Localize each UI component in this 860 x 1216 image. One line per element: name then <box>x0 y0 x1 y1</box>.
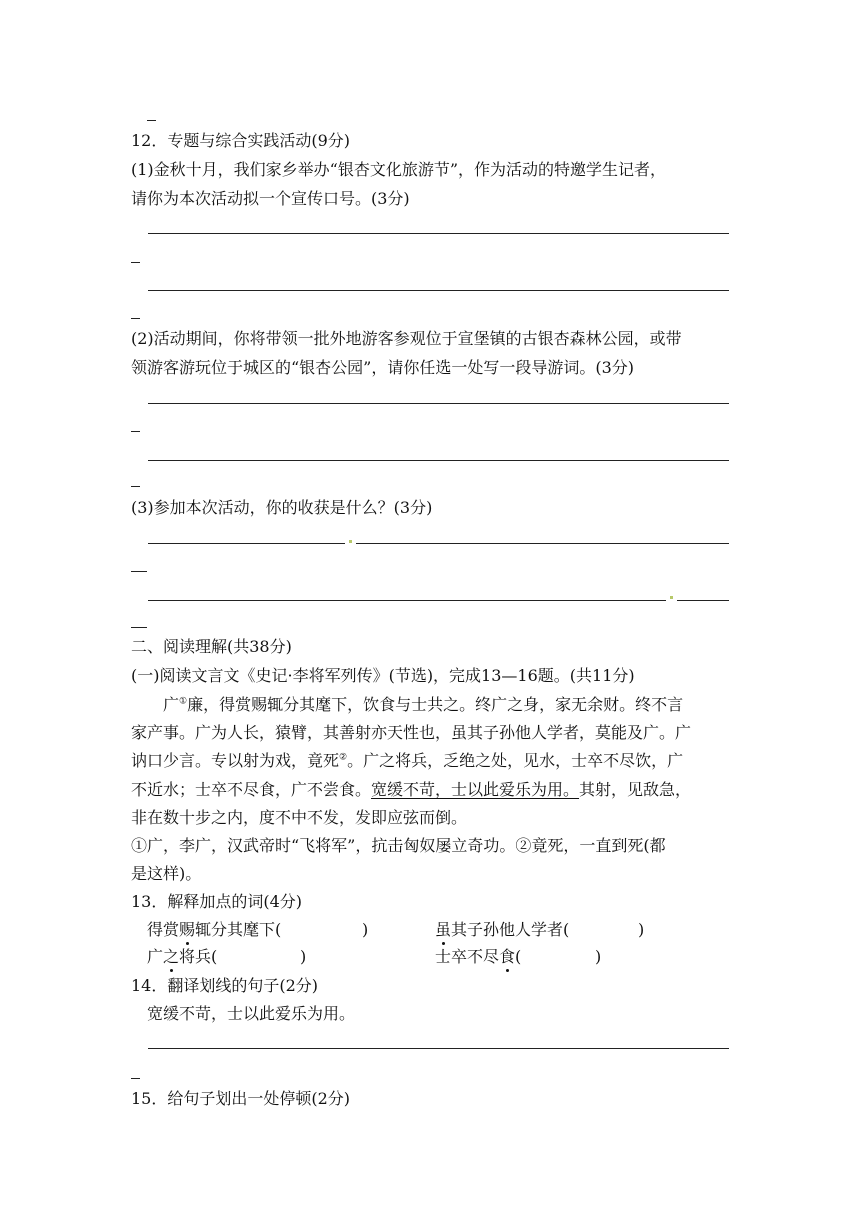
passage-line5: 非在数十步之内，度不中不发，发即应弦而倒。 <box>131 808 468 827</box>
marker-dot <box>670 596 673 599</box>
q12-part3: (3)参加本次活动，你的收获是什么？(3分) <box>131 498 433 517</box>
q12-part2-line1: (2)活动期间，你将带领一批外地游客参观位于宣堡镇的古银杏森林公园，或带 <box>131 329 682 348</box>
dotted-word: 之 <box>163 947 180 966</box>
underlined-sentence: 宽缓不苛，士以此爱乐为用。 <box>371 780 580 799</box>
q13-item2: 虽其子孙他人学者( <box>435 920 570 939</box>
line-dash <box>131 571 147 572</box>
stray-dash <box>147 120 156 121</box>
passage-line3: 讷口少言。专以射为戏，竟死②。广之将兵，乏绝之处，见水，士卒不尽饮，广 <box>131 751 684 770</box>
answer-line[interactable] <box>148 233 729 234</box>
q12-part1-line2: 请你为本次活动拟一个宣传口号。(3分) <box>131 189 410 208</box>
answer-line[interactable] <box>148 290 729 291</box>
footnote-line1: ①广，李广，汉武帝时“飞将军”，抗击匈奴屡立奇功。②竟死，一直到死(都 <box>131 836 666 855</box>
q13-title: 13．解释加点的词(4分) <box>131 892 303 911</box>
q12-part2-line2: 领游客游玩位于城区的“银杏公园”，请你任选一处写一段导游词。(3分) <box>131 358 635 377</box>
q13-item3-close: ) <box>300 947 307 966</box>
section2-subsection1: (一)阅读文言文《史记·李将军列传》(节选)，完成13—16题。(共11分) <box>131 666 635 685</box>
answer-line[interactable] <box>148 543 345 544</box>
q12-part1-line1: (1)金秋十月，我们家乡举办“银杏文化旅游节”，作为活动的特邀学生记者， <box>131 160 667 179</box>
line-dash <box>131 431 140 432</box>
dotted-word: 食 <box>499 947 516 966</box>
line-dash <box>131 1078 140 1079</box>
line-dash <box>131 627 147 628</box>
q13-item4-close: ) <box>595 947 602 966</box>
dotted-word: 虽 <box>435 920 452 939</box>
answer-line[interactable] <box>356 543 729 544</box>
q13-item1-close: ) <box>362 920 369 939</box>
answer-line[interactable] <box>677 600 729 601</box>
q13-item3: 广之将兵( <box>147 947 218 966</box>
passage-line2: 家产事。广为人长，猿臂，其善射亦天性也，虽其子孙他人学者，莫能及广。广 <box>131 723 692 742</box>
answer-line[interactable] <box>148 600 666 601</box>
line-dash <box>131 318 140 319</box>
line-dash <box>131 262 140 263</box>
answer-line[interactable] <box>148 460 729 461</box>
footnote-line2: 是这样)。 <box>131 864 202 883</box>
section2-title: 二、阅读理解(共38分) <box>131 637 292 656</box>
q14-title: 14．翻译划线的句子(2分) <box>131 976 319 995</box>
answer-line[interactable] <box>148 403 729 404</box>
marker-dot <box>349 540 352 543</box>
q15-title: 15．给句子划出一处停顿(2分) <box>131 1089 351 1108</box>
answer-line[interactable] <box>148 1048 729 1049</box>
q14-sentence: 宽缓不苛，士以此爱乐为用。 <box>147 1004 356 1023</box>
passage-line4: 不近水；士卒不尽食，广不尝食。宽缓不苛，士以此爱乐为用。其射，见敌急， <box>131 780 692 799</box>
line-dash <box>131 486 140 487</box>
passage-line1: 广①廉，得赏赐辄分其麾下，饮食与士共之。终广之身，家无余财。终不言 <box>163 695 684 714</box>
q13-item2-close: ) <box>638 920 645 939</box>
dotted-word: 赐 <box>179 920 196 939</box>
q13-item4: 士卒不尽食( <box>435 947 522 966</box>
q13-item1: 得赏赐辄分其麾下( <box>147 920 282 939</box>
q12-title: 12．专题与综合实践活动(9分) <box>131 131 351 150</box>
